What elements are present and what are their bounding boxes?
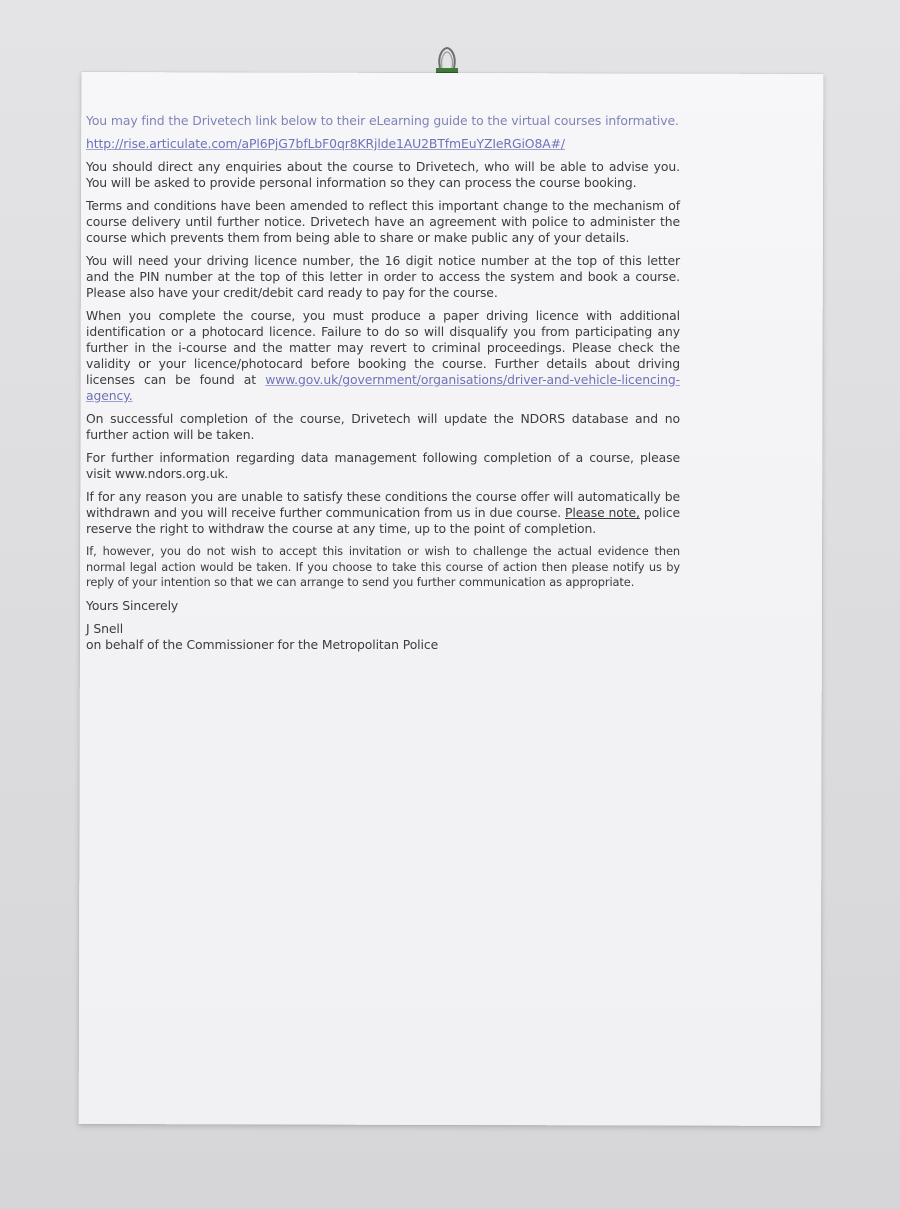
paragraph-data: For further information regarding data management following completion of a course, please visit www.ndors.org.uk. [86,450,680,481]
paragraph-conditions [86,489,680,537]
signature-block [86,621,680,653]
signatory-behalf: on behalf of the Commissioner for the Metropolitan Police [86,636,439,652]
signatory-name: J Snell [86,620,124,636]
sign-off: Yours Sincerely [86,597,179,613]
paragraph-enquiries: You should direct any enquiries about the course to Drivetech, who will be able to advise you. You will be asked to provide personal information so they can process the course booking. [86,159,680,190]
paragraph-licence: You will need your driving licence number, the 16 digit notice number at the top of this letter and the PIN number at the top of this letter in order to access the system and book a course. Please also have your credit/debit card ready to pay for the course. [86,253,680,300]
paragraph-terms: Terms and conditions have been amended to reflect this important change to the mechanism of course delivery until further notice. Drivetech have an agreement with police to administer the course which prevents them from being able to share or make public any of your details. [86,198,680,245]
paragraph-success: On successful completion of the course, Drivetech will update the NDORS database and no further action will be taken. [86,411,680,442]
intro-line: You may find the Drivetech link below to their eLearning guide to the virtual courses informative. [86,113,679,128]
paragraph-complete-text: When you complete the course, you must produce a paper driving licence with additional identification or a photocard licence. Failure to do so will disqualify you from participating any further in the i-course and the matter may revert to criminal proceedings. Please check the validity or your licence/photocard before booking the course. Further details about driving licenses can be found at [86,308,680,387]
paragraph-legal: If, however, you do not wish to accept this invitation or wish to challenge the actual evidence then normal legal action would be taken. If you choose to take this course of action then please notify us by reply of your intention so that we can arrange to send you further communication as appropriate. [86,544,680,589]
paragraph-conditions-tail: police reserve the right to withdraw the course at any time, up to the point of completion. [86,505,680,536]
paragraph-conditions-text: If for any reason you are unable to satisfy these conditions the course offer will automatically be withdrawn and you will receive further communication from us in due course. [86,489,680,520]
letter-body [86,113,680,653]
elearning-link[interactable]: http://rise.articulate.com/aPl6PjG7bfLbF0qr8KRjlde1AU2BTfmEuYZIeRGiO8A#/ [86,136,565,151]
paragraph-complete [86,308,680,404]
please-note: Please note, [565,505,640,520]
dvla-link[interactable]: www.gov.uk/government/organisations/driver-and-vehicle-licencing-agency. [86,372,680,403]
